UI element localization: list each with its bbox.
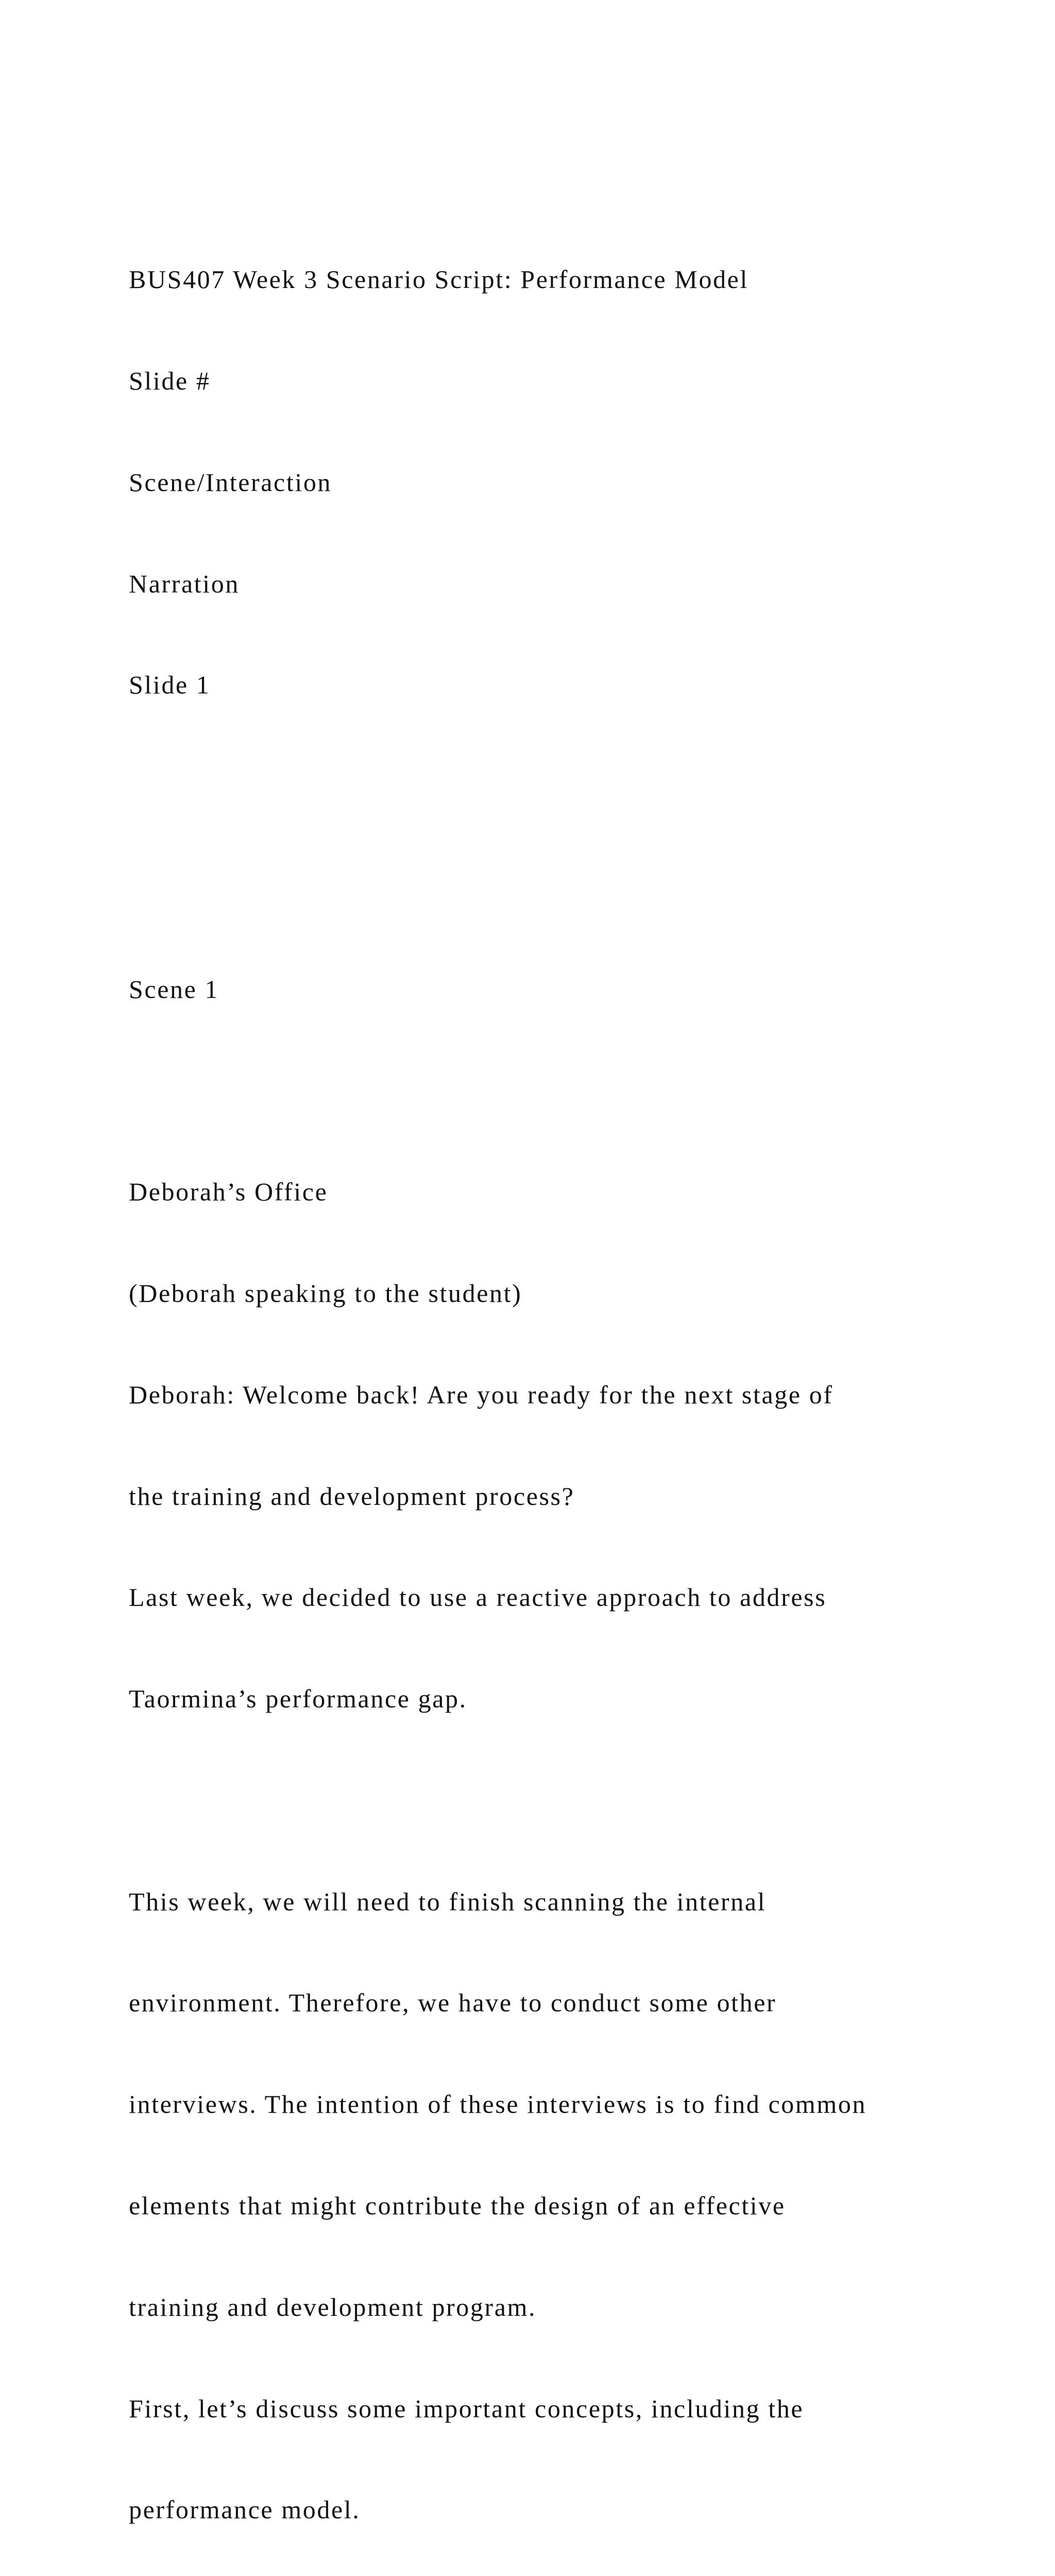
- text-line: Slide 1: [129, 670, 211, 700]
- blank-line: [129, 770, 1005, 804]
- text-line: Taormina’s performance gap.: [129, 1684, 467, 1714]
- text-line: training and development program.: [129, 2292, 537, 2321]
- text-line: Narration: [129, 569, 240, 598]
- text-line: Slide #: [129, 366, 211, 395]
- text-line: Last week, we decided to use a reactive approach to address: [129, 1583, 827, 1612]
- text-line: This week, we will need to finish scanning the internal: [129, 1887, 767, 1916]
- text-line: elements that might contribute the design of an effective: [129, 2191, 786, 2221]
- document-body: [129, 195, 1005, 2576]
- blank-line: [129, 1784, 1005, 1818]
- text-line: (Deborah speaking to the student): [129, 1279, 522, 1308]
- text-line: Deborah’s Office: [129, 1177, 328, 1207]
- text-line: the training and development process?: [129, 1481, 575, 1511]
- text-line: Scene 1: [129, 974, 219, 1004]
- text-line: First, let’s discuss some important concepts, including the: [129, 2394, 804, 2423]
- text-line: interviews. The intention of these interviews is to find common: [129, 2090, 867, 2119]
- text-line: environment. Therefore, we have to conduct some other: [129, 1988, 777, 2018]
- blank-line: [129, 1074, 1005, 1108]
- text-line: Deborah: Welcome back! Are you ready for the next stage of: [129, 1380, 833, 1409]
- document-title: BUS407 Week 3 Scenario Script: Performance Model: [129, 265, 748, 294]
- blank-line: [129, 871, 1005, 905]
- text-line: performance model.: [129, 2495, 361, 2524]
- text-line: Scene/Interaction: [129, 467, 332, 497]
